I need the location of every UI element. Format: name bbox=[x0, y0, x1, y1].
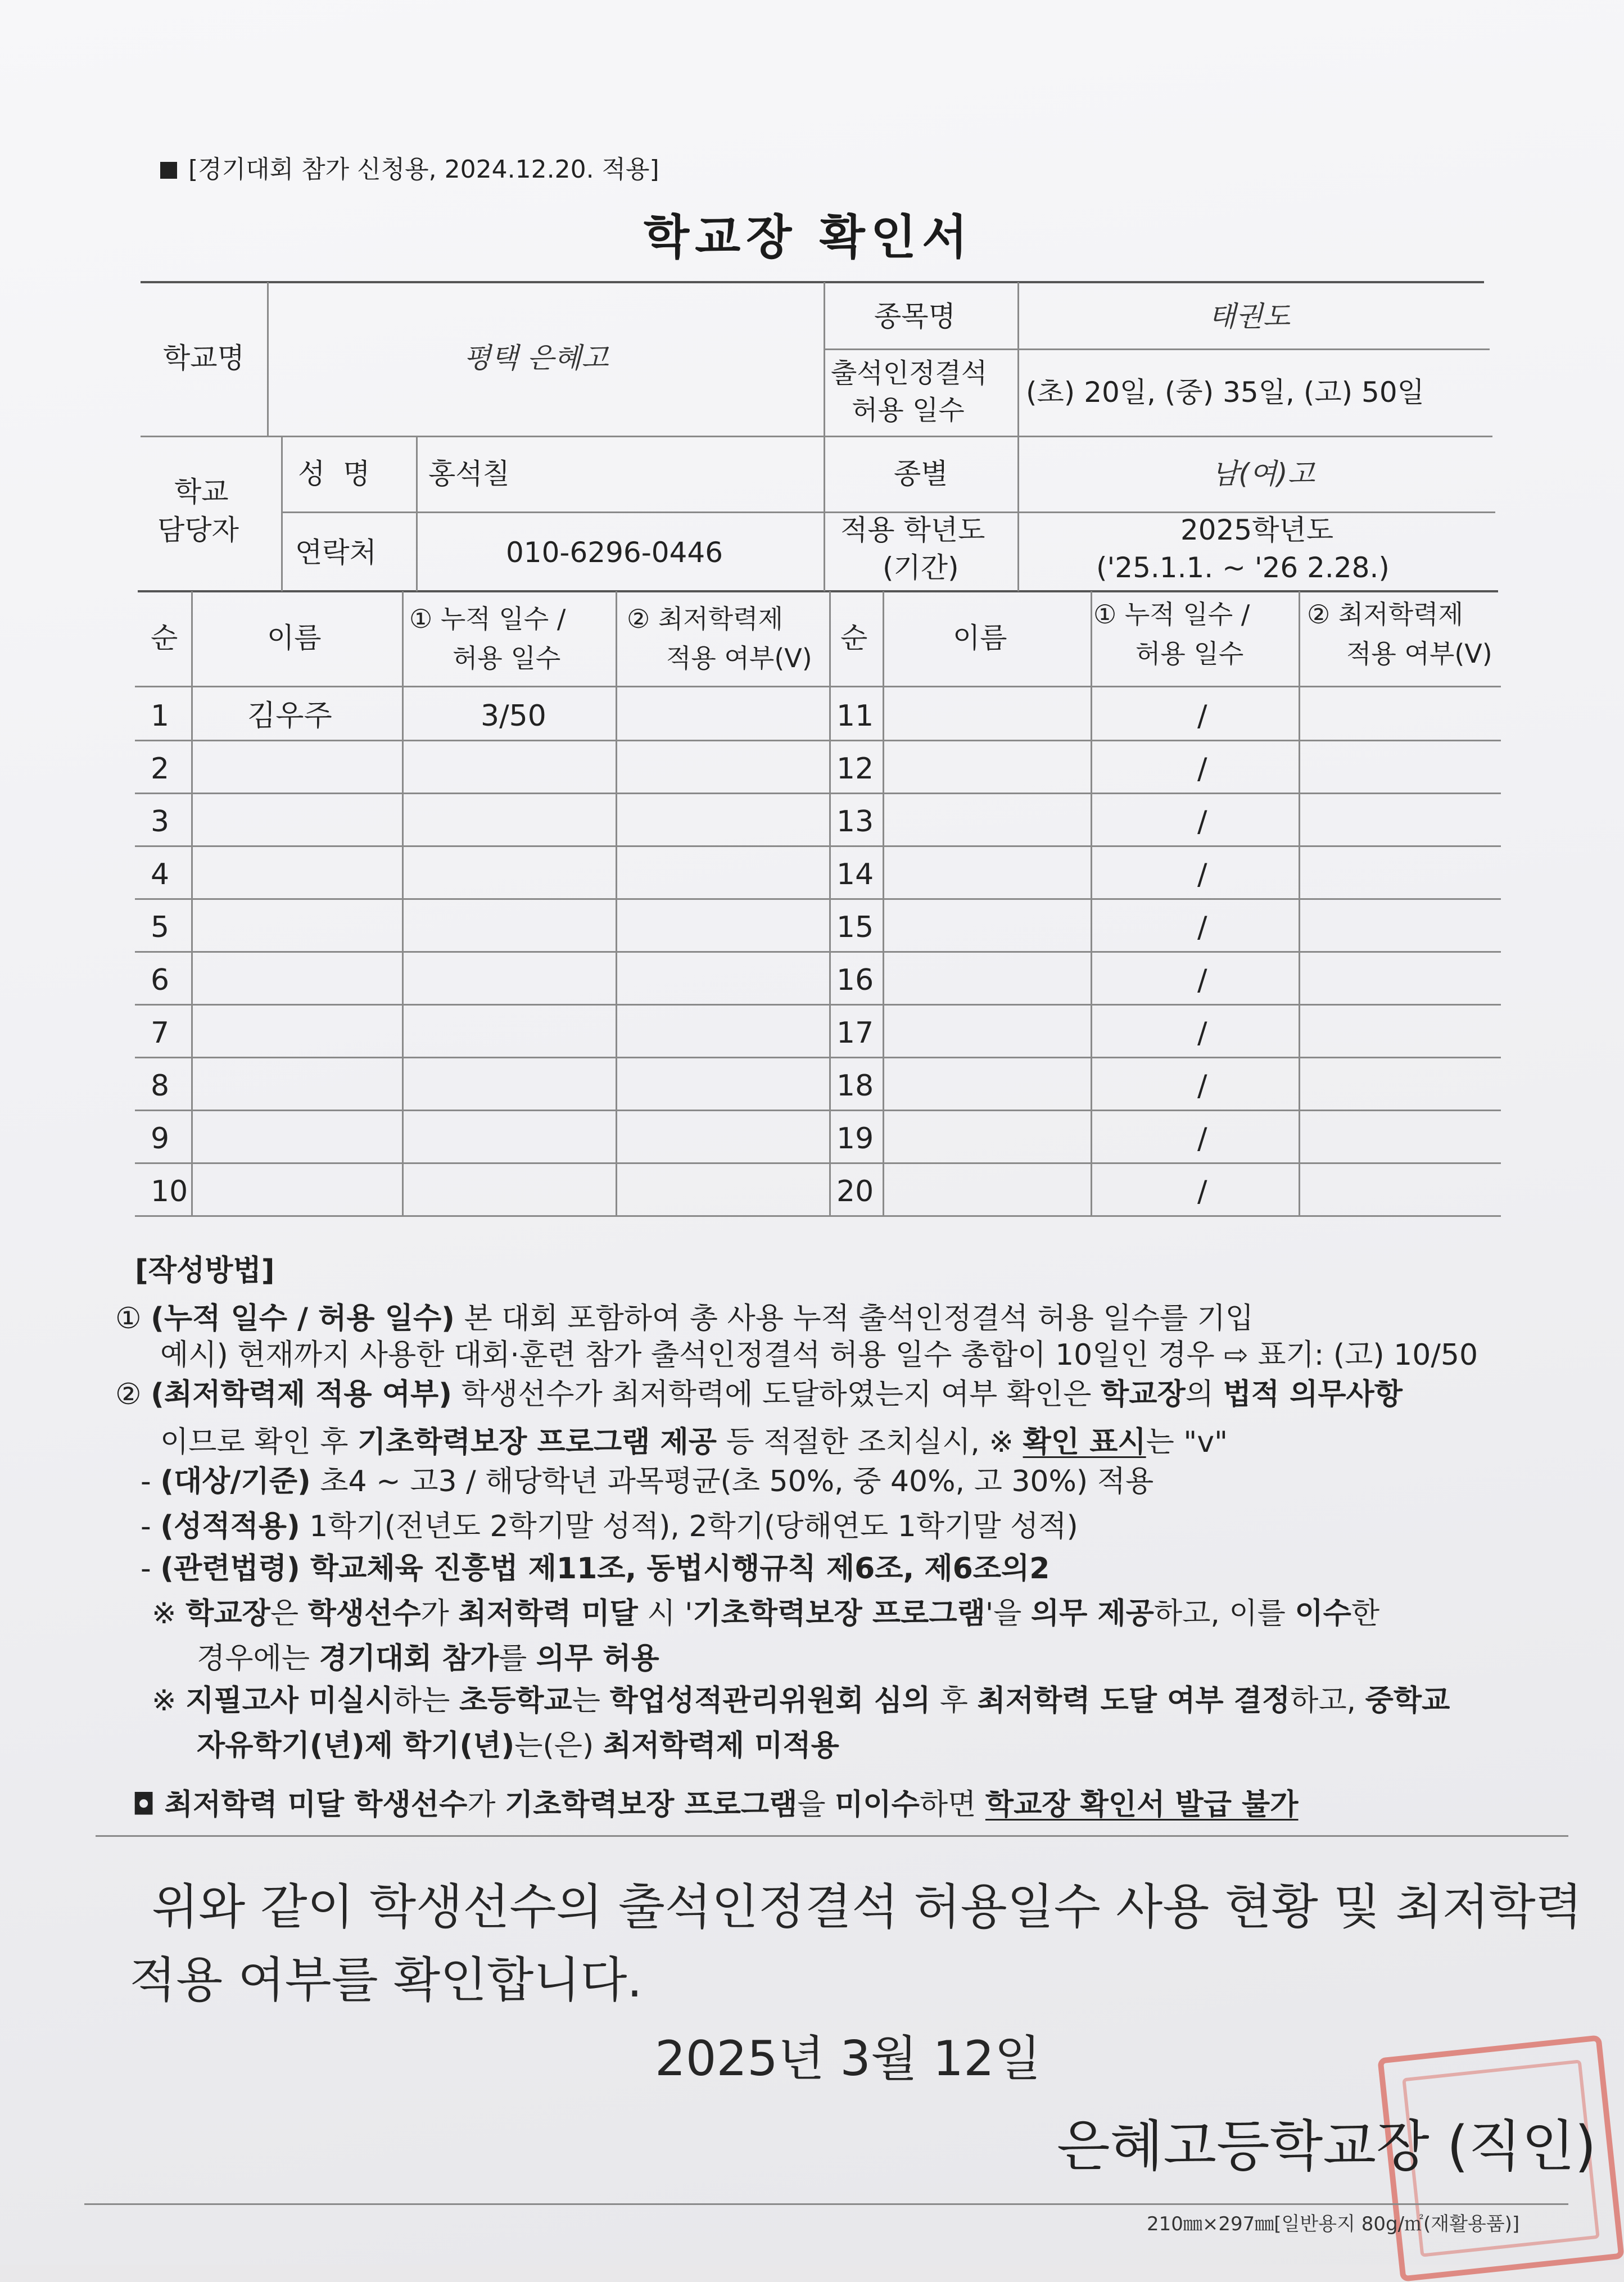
l8-b: 은 bbox=[270, 1597, 308, 1631]
row-no-right: 17 bbox=[836, 1016, 874, 1050]
confirmation-line-1: 위와 같이 학생선수의 출석인정결석 허용일수 사용 현황 및 최저학력 bbox=[152, 1879, 1582, 1935]
row-no-left: 4 bbox=[151, 858, 170, 891]
row-no-right: 18 bbox=[836, 1069, 874, 1103]
year-label-2: (기간) bbox=[883, 551, 959, 584]
info-vline-c bbox=[1017, 282, 1019, 591]
header-days-left-1: ① 누적 일수 / bbox=[409, 604, 566, 634]
l10-b: 하는 bbox=[393, 1684, 459, 1718]
header-min-right-2: 적용 여부(V) bbox=[1346, 639, 1492, 669]
row-days-right: / bbox=[1197, 1175, 1207, 1208]
row-no-right: 11 bbox=[836, 699, 874, 733]
l5-text: 초4 ~ 고3 / 해당학년 과목평균(초 50%, 중 40%, 고 30%) 적용 bbox=[310, 1465, 1154, 1498]
school-label: 학교명 bbox=[163, 342, 245, 374]
l10-i: 중학교 bbox=[1365, 1684, 1450, 1718]
l3-a: 학생선수가 최저학력에 도달하였는지 여부 확인은 bbox=[451, 1378, 1101, 1411]
l8-f: 시 ' bbox=[637, 1597, 693, 1631]
l10-h: 하고, bbox=[1290, 1684, 1365, 1718]
confirmation-date: 2025년 3월 12일 bbox=[655, 2031, 1041, 2087]
row-no-left: 10 bbox=[151, 1175, 188, 1208]
header-note-text: [경기대회 참가 신청용, 2024.12.20. 적용] bbox=[188, 155, 659, 184]
row-divider bbox=[135, 740, 1501, 741]
signer: 은혜고등학교장 (직인) bbox=[1057, 2115, 1596, 2179]
row-days-right: / bbox=[1197, 1016, 1207, 1050]
l4-c: 등 적절한 조치실시, ※ bbox=[716, 1425, 1023, 1459]
row-no-right: 20 bbox=[836, 1175, 874, 1208]
type-value: 남(여)고 bbox=[1211, 458, 1315, 490]
l10-a: 지필고사 미실시 bbox=[186, 1684, 393, 1718]
year-value-2: ('25.1.1. ~ '26 2.28.) bbox=[1096, 551, 1390, 584]
year-label-1: 적용 학년도 bbox=[840, 514, 985, 546]
l3-bold: (최저학력제 적용 여부) bbox=[151, 1378, 452, 1411]
info-line-1 bbox=[824, 348, 1490, 350]
arrow-box-icon: ◘ bbox=[132, 1788, 156, 1822]
l9-c: 를 bbox=[498, 1642, 536, 1676]
row-name-left: 김우주 bbox=[247, 699, 332, 733]
l7-dash: - bbox=[141, 1552, 151, 1586]
l11-a: 자유학기(년)제 학기(년) bbox=[197, 1729, 515, 1763]
instruction-line-4 bbox=[160, 1425, 1228, 1459]
l4-d: 확인 표시 bbox=[1023, 1425, 1146, 1459]
l12-f: 하면 bbox=[919, 1788, 985, 1822]
info-vline-b bbox=[824, 282, 825, 591]
row-divider bbox=[135, 1162, 1501, 1164]
l9-a: 경우에는 bbox=[197, 1642, 319, 1676]
l10-f: 후 bbox=[930, 1684, 978, 1718]
row-no-right: 14 bbox=[836, 858, 874, 891]
contact-group-label-1: 학교 bbox=[174, 476, 229, 508]
l7-bold: (관련법령) 학교체육 진흥법 제11조, 동법시행규칙 제6조, 제6조의2 bbox=[160, 1552, 1050, 1586]
row-divider bbox=[135, 1110, 1501, 1111]
circled-two-icon: ② bbox=[115, 1378, 142, 1411]
l8-a: 학교장 bbox=[186, 1597, 270, 1631]
instruction-line-5 bbox=[141, 1467, 1153, 1496]
phone-value: 010-6296-0446 bbox=[506, 536, 723, 569]
l9-d: 의무 허용 bbox=[536, 1642, 659, 1676]
roster-vline-3 bbox=[616, 591, 617, 1215]
l6-bold: (성적적용) bbox=[160, 1510, 300, 1543]
year-value-1: 2025학년도 bbox=[1180, 514, 1334, 546]
l4-b: 기초학력보장 프로그램 제공 bbox=[357, 1425, 717, 1459]
row-divider bbox=[135, 1057, 1501, 1058]
l8-c: 학생선수 bbox=[307, 1597, 421, 1631]
row-divider bbox=[135, 898, 1501, 900]
sport-label: 종목명 bbox=[874, 300, 956, 333]
roster-vline-6 bbox=[1091, 591, 1092, 1215]
l12-c: 기초학력보장 프로그램 bbox=[504, 1788, 798, 1822]
instruction-line-2: 예시) 현재까지 사용한 대회·훈련 참가 출석인정결석 허용 일수 총합이 10일인 경우 ⇨ 표기: (고) 10/50 bbox=[160, 1338, 1478, 1372]
row-no-left: 2 bbox=[151, 752, 170, 786]
instruction-line-8 bbox=[152, 1597, 1380, 1631]
instruction-line-7 bbox=[141, 1552, 1050, 1586]
roster-header-bottom bbox=[135, 686, 1501, 687]
instruction-line-1 bbox=[115, 1304, 1254, 1333]
l9-b: 경기대회 참가 bbox=[319, 1642, 499, 1676]
phone-label: 연락처 bbox=[295, 536, 377, 569]
l4-e: 는 "v" bbox=[1146, 1425, 1228, 1459]
roster-vline-2 bbox=[402, 591, 404, 1215]
row-no-right: 12 bbox=[836, 752, 874, 786]
l12-b: 가 bbox=[467, 1788, 505, 1822]
row-days-left: 3/50 bbox=[481, 699, 546, 733]
row-no-left: 1 bbox=[151, 699, 170, 733]
l8-g: 기초학력보장 프로그램 bbox=[693, 1597, 985, 1631]
info-line-2 bbox=[141, 436, 1492, 437]
l8-k: 이수 bbox=[1295, 1597, 1351, 1631]
name-label: 성 명 bbox=[298, 458, 370, 490]
allowed-days-label-1: 출석인정결석 bbox=[831, 357, 988, 389]
header-min-left-2: 적용 여부(V) bbox=[666, 643, 812, 673]
l5-bold: (대상/기준) bbox=[160, 1465, 311, 1498]
l4-a: 이므로 확인 후 bbox=[160, 1425, 358, 1459]
l3-b: 학교장 bbox=[1101, 1378, 1186, 1411]
contact-group-label-2: 담당자 bbox=[157, 514, 239, 546]
header-days-left-2: 허용 일수 bbox=[453, 643, 561, 673]
l6-dash: - bbox=[141, 1510, 151, 1543]
l3-c: 의 bbox=[1185, 1378, 1223, 1411]
info-bottom-border bbox=[138, 590, 1498, 592]
instruction-line-11 bbox=[197, 1729, 839, 1763]
instructions-heading: [작성방법] bbox=[135, 1254, 275, 1288]
row-divider bbox=[135, 951, 1501, 953]
header-name-left: 이름 bbox=[267, 622, 322, 654]
l10-c: 초등학교 bbox=[459, 1684, 572, 1718]
l8-l: 한 bbox=[1351, 1597, 1380, 1631]
l12-a: 최저학력 미달 학생선수 bbox=[164, 1788, 468, 1822]
row-no-left: 6 bbox=[151, 963, 170, 997]
info-line-3 bbox=[281, 511, 1495, 513]
l8-j: 하고, 이를 bbox=[1153, 1597, 1295, 1631]
instruction-line-3 bbox=[115, 1380, 1403, 1409]
l1-bold: (누적 일수 / 허용 일수) bbox=[151, 1302, 455, 1335]
instruction-line-9 bbox=[197, 1642, 659, 1676]
roster-vline-1 bbox=[191, 591, 193, 1215]
row-divider bbox=[135, 845, 1501, 847]
header-no-right: 순 bbox=[840, 622, 868, 654]
l8-i: 의무 제공 bbox=[1030, 1597, 1154, 1631]
l12-d: 을 bbox=[797, 1788, 835, 1822]
row-days-right: / bbox=[1197, 752, 1207, 786]
l12-e: 미이수 bbox=[835, 1788, 920, 1822]
roster-vline-7 bbox=[1299, 591, 1300, 1215]
square-bullet-icon bbox=[160, 162, 177, 179]
info-vline-e bbox=[416, 437, 418, 591]
confirmation-line-2: 적용 여부를 확인합니다. bbox=[129, 1952, 643, 2008]
header-min-right-1: ② 최저학력제 bbox=[1307, 599, 1464, 630]
reference-mark-icon: ※ bbox=[152, 1597, 177, 1631]
row-days-right: / bbox=[1197, 699, 1207, 733]
l12-g: 학교장 확인서 발급 불가 bbox=[985, 1788, 1299, 1822]
instructions-divider bbox=[96, 1835, 1568, 1837]
row-no-right: 15 bbox=[836, 911, 874, 944]
sport-value: 태권도 bbox=[1209, 300, 1290, 333]
l11-c: 최저학력제 미적용 bbox=[603, 1729, 839, 1763]
roster-vline-4 bbox=[829, 591, 831, 1215]
l8-h: '을 bbox=[985, 1597, 1031, 1631]
l11-b: 는(은) bbox=[514, 1729, 603, 1763]
l6-text: 1학기(전년도 2학기말 성적), 2학기(당해연도 1학기말 성적) bbox=[300, 1510, 1078, 1543]
header-no-left: 순 bbox=[151, 622, 178, 654]
row-no-right: 19 bbox=[836, 1122, 874, 1156]
row-no-right: 16 bbox=[836, 963, 874, 997]
roster-vline-5 bbox=[883, 591, 884, 1215]
document-title: 학교장 확인서 bbox=[644, 210, 974, 265]
header-min-left-1: ② 최저학력제 bbox=[627, 604, 784, 634]
row-days-right: / bbox=[1197, 805, 1207, 839]
l3-d: 법적 의무사항 bbox=[1223, 1378, 1403, 1411]
info-top-border bbox=[141, 281, 1484, 283]
l8-e: 최저학력 미달 bbox=[458, 1597, 638, 1631]
row-no-left: 5 bbox=[151, 911, 170, 944]
circled-one-icon: ① bbox=[115, 1302, 142, 1335]
l10-d: 는 bbox=[572, 1684, 610, 1718]
row-days-right: / bbox=[1197, 858, 1207, 891]
row-days-right: / bbox=[1197, 911, 1207, 944]
row-divider bbox=[135, 793, 1501, 794]
info-vline-d bbox=[281, 437, 283, 591]
l8-d: 가 bbox=[420, 1597, 459, 1631]
header-name-right: 이름 bbox=[953, 622, 1007, 654]
name-value: 홍석칠 bbox=[428, 458, 510, 490]
row-no-left: 8 bbox=[151, 1069, 170, 1103]
l5-dash: - bbox=[141, 1465, 151, 1498]
instruction-line-10 bbox=[152, 1684, 1450, 1718]
row-days-right: / bbox=[1197, 963, 1207, 997]
l1-text: 본 대회 포함하여 총 사용 누적 출석인정결석 허용 일수를 기입 bbox=[454, 1302, 1254, 1335]
row-days-right: / bbox=[1197, 1069, 1207, 1103]
allowed-days-value: (초) 20일, (중) 35일, (고) 50일 bbox=[1026, 376, 1424, 409]
row-days-right: / bbox=[1197, 1122, 1207, 1156]
row-no-left: 7 bbox=[151, 1016, 170, 1050]
instruction-line-12 bbox=[132, 1788, 1299, 1822]
footer-divider bbox=[84, 2203, 1568, 2205]
info-vline-a bbox=[267, 282, 269, 437]
header-note bbox=[160, 157, 659, 182]
instruction-line-6 bbox=[141, 1512, 1078, 1541]
row-no-right: 13 bbox=[836, 805, 874, 839]
row-divider bbox=[135, 1215, 1501, 1217]
header-days-right-1: ① 누적 일수 / bbox=[1093, 599, 1250, 630]
paper-spec: 210㎜×297㎜[일반용지 80g/㎡(재활용품)] bbox=[1147, 2213, 1520, 2235]
row-divider bbox=[135, 1004, 1501, 1006]
row-no-left: 9 bbox=[151, 1122, 170, 1156]
l10-e: 학업성적관리위원회 심의 bbox=[609, 1684, 931, 1718]
row-no-left: 3 bbox=[151, 805, 170, 839]
school-value: 평택 은혜고 bbox=[464, 342, 609, 374]
header-days-right-2: 허용 일수 bbox=[1136, 639, 1244, 669]
type-label: 종별 bbox=[894, 458, 948, 490]
reference-mark-icon: ※ bbox=[152, 1684, 177, 1718]
l10-g: 최저학력 도달 여부 결정 bbox=[977, 1684, 1291, 1718]
allowed-days-label-2: 허용 일수 bbox=[852, 395, 965, 426]
